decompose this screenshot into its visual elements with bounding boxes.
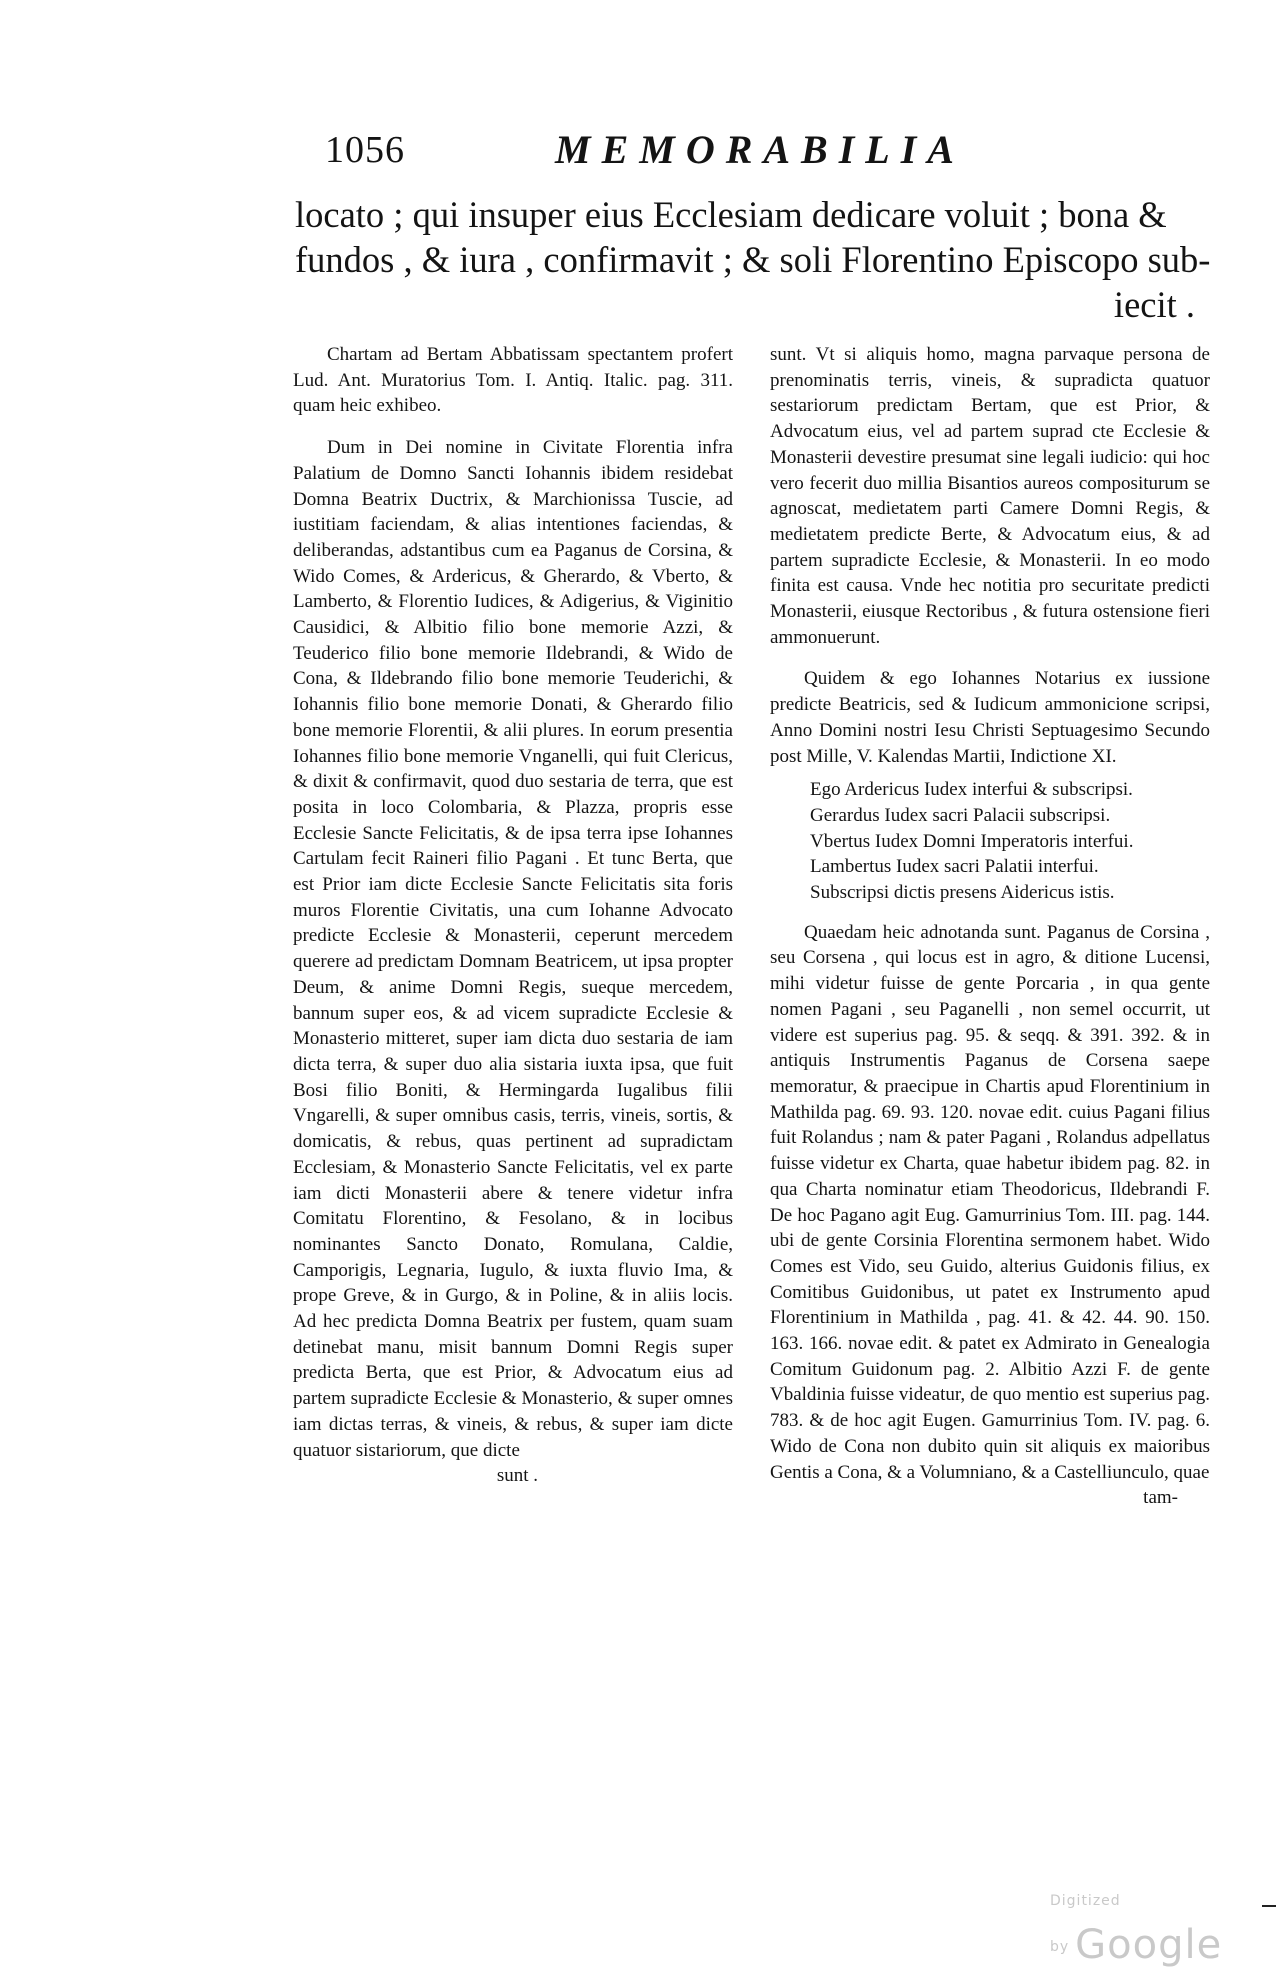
notary-paragraph: Quidem & ego Iohannes Notarius ex iussione predicte Beatricis, sed & Iudicum ammonicione scripsi, Anno Domini nostri Iesu Christi Septuagesimo Secundo post Mille, V. Kalendas Martii, Indictione XI. xyxy=(770,668,1210,767)
google-watermark xyxy=(1050,1876,1288,1968)
charter-paragraph: Dum in Dei nomine in Civitate Florentia infra Palatium de Domno Sancti Iohannis ibidem residebat Domna Beatrix Ductrix, & Marchionissa Tuscie, ad iustitiam faciendam, & alias intentiones faciendas, & deliberandas, adstantibus cum ea Paganus de Corsina, & Wido Comes, & Ardericus, & Gherardo, & Vberto, & Lamberto, & Florentio Iudices, & Adigerius, & Viginitio Causidici, & Albitio filio bone memorie Azzi, & Teuderico filio bone memorie Ildebrandi, & Wido de Cona, & Ildebrando filio bone memorie Teuderichi, & Iohannis filio bone memorie Donati, & Gherardo filio bone memorie Florentii, & alii plures. In eorum presentia Iohannes filio bone memorie Vnganelli, qui fuit Clericus, & dixit & confirmavit, quod duo sestaria de terra, que est posita in loco Colombaria, & Plazza, propris esse Ecclesie Sancte Felicitatis, & de ipsa terra ipse Iohannes Cartulam fecit Raineri filio Pagani . Et tunc Berta, que est Prior iam dicte Ecclesie Sancte Felicitatis sita foris muros Florentie Civitatis, una cum Iohanne Advocato predicte Ecclesie & Monasterii, ceperunt mercedem querere ad predictam Domnam Beatricem, ut ipsa propter Deum, & anime Domni Regis, sueque mercedem, bannum super eos, & ad vicem supradicte Ecclesie & Monasterio mitteret, super iam dicta duo sestaria de iam dicta terra, & super duo alia sistaria iuxta ipsa, que fuit Bosi filio Boniti, & Hermingarda Iugalibus filii Vngarelli, & super omnibus casis, terris, vineis, sortis, & domicatis, & rebus, quas pertinent ad supradictam Ecclesiam, & Monasterio Sancte Felicitatis, vel ex parte iam dicti Monasterii abere & tenere videtur infra Comitatu Florentino, & Fesolano, & in locibus nominantes Sancto Donato, Romulana, Caldie, Camporigis, Legnaria, Iugulo, & iuxta fluvio Ima, & prope Greve, & in Gurgo, & in Poline, & in aliis locis. Ad hec predicta Domna Beatrix per fustem, quam suam detinebat manu, misit bannum Domni Regis super predicta Berta, que est Prior, & Advocatum eius ad partem supradicte Ecclesie & Monasterio, & super omnes iam dictas terras, & vineis, & rebus, & super iam dicte quatuor sistariorum, que dicte xyxy=(293,437,733,1461)
running-head-title: MEMORABILIA xyxy=(555,127,965,172)
signature-line: Ego Ardericus Iudex interfui & subscripsi. xyxy=(810,779,1133,801)
commentary-paragraph: Quaedam heic adnotanda sunt. Paganus de Corsina , seu Corsena , qui locus est in agro, & ditione Lucensi, mihi videtur fuisse de gente Porcaria , in qua gente nomen Pagani , seu Paganelli , non semel occurrit, ut videre est superius pag. 95. & seqq. & 391. 392. & in antiquis Instrumentis Paganus de Corsena saepe memoratur, & praecipue in Chartis apud Florentinium in Mathilda pag. 69. 93. 120. novae edit. cuius Pagani filius fuit Rolandus ; nam & pater Pagani , Rolandus adpellatus fuisse videtur ex Charta, quae habetur ibidem pag. 82. in qua Charta nominatur etiam Theodoricus, Ildebrandi F. De hoc Pagano agit Eug. Gamurrinius Tom. III. pag. 144. ubi de gente Corsinia Florentina sermonem habet. Wido Comes est Vido, seu Guido, alterius Guidonis filius, ex Comitibus Guidonibus, ut patet ex Instrumento apud Florentinium in Mathilda , pag. 41. & 42. 44. 90. 150. 163. 166. novae edit. & patet ex Admirato in Genealogia Comitum Guidonum pag. 2. Albitio Azzi F. de gente Vbaldinia fuisse videatur, de quo mentio est superius pag. 783. & de hoc agit Eugen. Gamurrinius Tom. IV. pag. 6. Wido de Cona non dubito quin sit aliquis ex maioribus Gentis a Cona, & a Volumniano, & a Castelliunculo, quae xyxy=(770,921,1210,1483)
watermark-prefix: Digitized by xyxy=(1050,1893,1121,1955)
signature-line: Lambertus Iudex sacri Palatii interfui. xyxy=(810,856,1099,878)
watermark-brand: Google xyxy=(1075,1922,1223,1968)
signature-line: Vbertus Iudex Domni Imperatoris interfui. xyxy=(810,830,1134,852)
intro-paragraph: Chartam ad Bertam Abbatissam spectantem profert Lud. Ant. Muratorius Tom. I. Antiq. Italic. pag. 311. quam heic exhibeo. xyxy=(293,344,733,417)
heading-paragraph xyxy=(295,192,1211,327)
column-end-word: sunt . xyxy=(496,1465,538,1487)
signature-line: Gerardus Iudex sacri Palacii subscripsi. xyxy=(810,804,1111,826)
edge-mark xyxy=(1262,1905,1276,1907)
signature-list xyxy=(810,777,1210,906)
charter-continuation: sunt. Vt si aliquis homo, magna parvaque persona de prenominatis terris, vineis, & supradicta quatuor sestariorum predictam Bertam, que est Prior, & Advocatum eius, vel ad partem suprad cte Ecclesie & Monasterii devestire presumat sine legali iudicio: qui hoc vero fecerit duo millia Bisantios aureos compositurum se agnoscat, medietatem parti Camere Domni Regis, & medietatem predicte Berte, & Advocatum eius, & ad partem supradicte Ecclesie, & Monasterii. In eo modo finita est causa. Vnde hec notitia pro securitate predicti Monasterii, eiusque Rectoribus , & futura ostensione fieri ammonuerunt. xyxy=(770,344,1210,648)
left-column xyxy=(293,342,733,1489)
heading-line: fundos , & iura , confirmavit ; & soli Florentino Episcopo sub- xyxy=(295,239,1211,280)
heading-line: iecit . xyxy=(1113,284,1195,325)
page-number: 1056 xyxy=(325,129,405,171)
catchword: tam- xyxy=(1143,1487,1178,1509)
signature-line: Subscripsi dictis presens Aidericus istis. xyxy=(810,882,1115,904)
heading-line: locato ; qui insuper eius Ecclesiam dedicare voluit ; bona & xyxy=(295,194,1167,235)
right-column xyxy=(770,342,1210,1511)
